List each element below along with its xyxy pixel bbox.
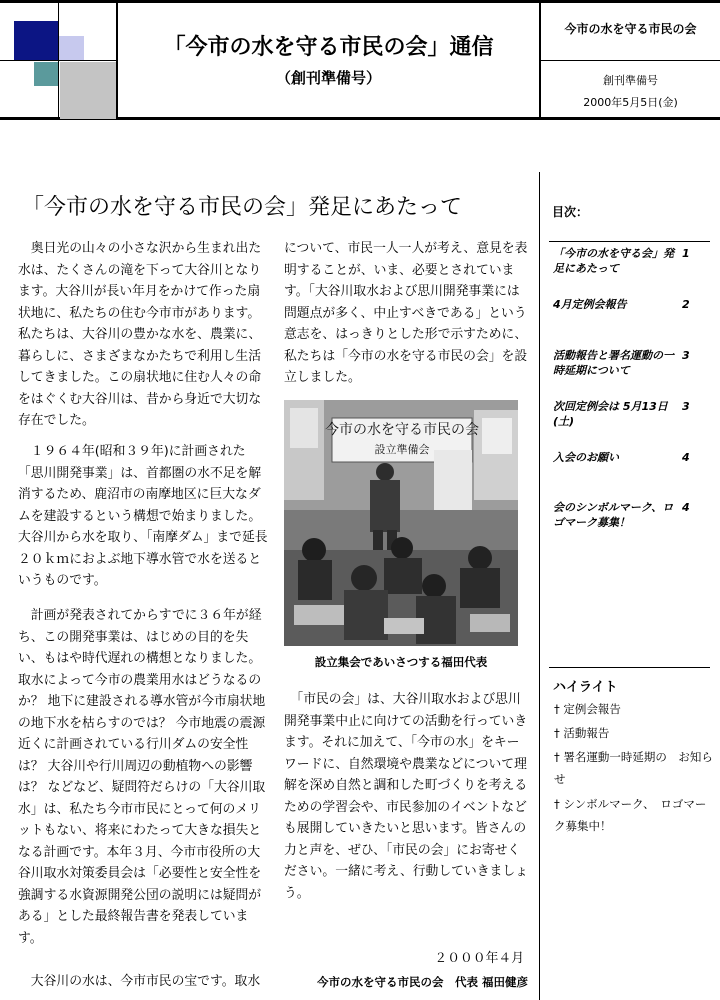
toc-page-4: 3 — [682, 400, 690, 413]
logo-square-teal — [34, 62, 58, 86]
logo-square-navy — [14, 21, 58, 60]
article-paragraph-3: 計画が発表されてからすでに３６年が経ち、この開発事業は、はじめの目的を失い、もはや時代遅れの構想となりました。取水によって今市の農業用水はどうなるのか？ 地下に建設される導水管が今市扇状地の地下水を枯らすのでは？ 今市地震の震源近くに計画されている行川ダムの安全性は？ 大谷川や行川周辺の動植物への影響は？ などなど、疑問符だらけの「大谷川取水」は、私たち今市市民にとって何のメリットもない、将来にわたって大きな損失となる計画です。本年３月、今市市役所の大谷川取水対策委員会は「必要性と安全性を強調する水資源開発公団の説明には疑問がある」とした最終報告書を発表しています。 — [18, 608, 266, 946]
highlight-item-2: † 活動報告 — [554, 726, 610, 740]
toc-page-2: 2 — [682, 298, 690, 311]
highlight-item-3: † 署名運動一時延期の お知らせ — [554, 750, 713, 786]
meeting-photo-drawing — [284, 400, 518, 646]
toc-page-1: 1 — [682, 247, 690, 260]
toc-item-6[interactable]: 会のシンボルマーク、ロゴマーク募集！ — [553, 501, 674, 529]
highlight-item-1: † 定例会報告 — [554, 702, 621, 716]
toc-page-3: 3 — [682, 349, 690, 362]
article-paragraph-2: １９６４年(昭和３９年)に計画された「思川開発事業」は、首都圏の水不足を解消するため、鹿沼市の南摩地区に巨大なダムを建設するという構想で始まりました。大谷川から水を取り、「南摩ダム」まで延長２０ｋｍにおよぶ地下導水管で水を送るというものです。 — [18, 444, 268, 588]
header-top-rule — [0, 0, 720, 3]
article-paragraph-1: 奥日光の山々の小さな沢から生まれ出た水は、たくさんの滝を下って大谷川となります。大谷川が長い年月をかけて作った扇状地に、私たちの住む今市市があります。私たちは、大谷川の豊かな水を、農業に、暮らしに、さまざまなかたちで利用し生活してきました。この扇状地に住む人々の命をはぐくむ大谷川は、昔から身近で大切な存在でした。 — [18, 241, 262, 428]
highlights-rule — [549, 667, 710, 668]
photo-caption: 設立集会であいさつする福田代表 — [314, 655, 488, 669]
meeting-photo — [284, 400, 518, 646]
toc-rule — [549, 241, 710, 242]
signature-date: ２０００年４月 — [434, 951, 524, 966]
logo-square-gray — [60, 62, 116, 119]
header-issue: 創刊準備号 — [603, 74, 658, 87]
toc-item-2[interactable]: 4月定例会報告 — [553, 298, 627, 311]
header-org-name: 今市の水を守る市民の会 — [564, 22, 697, 36]
article-paragraph-5: について、市民一人一人が考え、意見を表明することが、いま、必要とされています。「大谷川取水および思川開発事業には問題点が多く、中止すべきである」という意志を、はっきりとした形で示すために、私たちは「今市の水を守る市民の会」を設立しました。 — [284, 241, 528, 385]
article-paragraph-4: 大谷川の水は、今市市民の宝です。取水 — [18, 974, 261, 989]
toc-page-6: 4 — [682, 501, 690, 514]
article-headline: 「今市の水を守る市民の会」発足にあたって — [22, 195, 463, 220]
newsletter-title: 「今市の水を守る市民の会」通信 — [163, 35, 494, 60]
photo-banner-subtext: 設立準備会 — [374, 443, 430, 456]
article-paragraph-6: 「市民の会」は、大谷川取水および思川開発事業中止に向けての活動を行っていきます。それに加えて、「今市の水」をキーワードに、自然環境や農業などについて理解を深め自然と調和した町づくりを考えるための学習会や、市民参加のイベントなども展開していきたいと思います。皆さんの力と声を、ぜひ、「市民の会」にお寄せください。一緒に考え、行動していきましょう。 — [284, 692, 528, 901]
sidebar-divider — [539, 172, 540, 1000]
highlight-item-4: † シンボルマーク、 ロゴマーク募集中！ — [554, 797, 707, 833]
logo-square-lavender — [58, 36, 84, 60]
toc-item-3[interactable]: 活動報告と署名運動の一時延期について — [553, 349, 674, 377]
highlights-title: ハイライト — [553, 680, 618, 695]
signature-name: 今市の水を守る市民の会 代表 福田健彦 — [316, 975, 528, 989]
toc-title: 目次： — [552, 205, 589, 219]
newsletter-subtitle: （創刊準備号） — [275, 69, 381, 87]
toc-item-5[interactable]: 入会のお願い — [553, 451, 619, 464]
toc-item-4[interactable]: 次回定例会は 5月13日(土) — [553, 400, 668, 428]
toc-page-5: 4 — [682, 451, 690, 464]
header-info-divider — [541, 60, 720, 61]
toc-item-1[interactable]: 「今市の水を守る会」発足にあたって — [553, 247, 674, 275]
header-date: 2000年5月5日(金) — [583, 96, 678, 109]
photo-banner-text: 今市の水を守る市民の会 — [325, 422, 479, 438]
logo-crossline-vertical — [58, 0, 59, 118]
